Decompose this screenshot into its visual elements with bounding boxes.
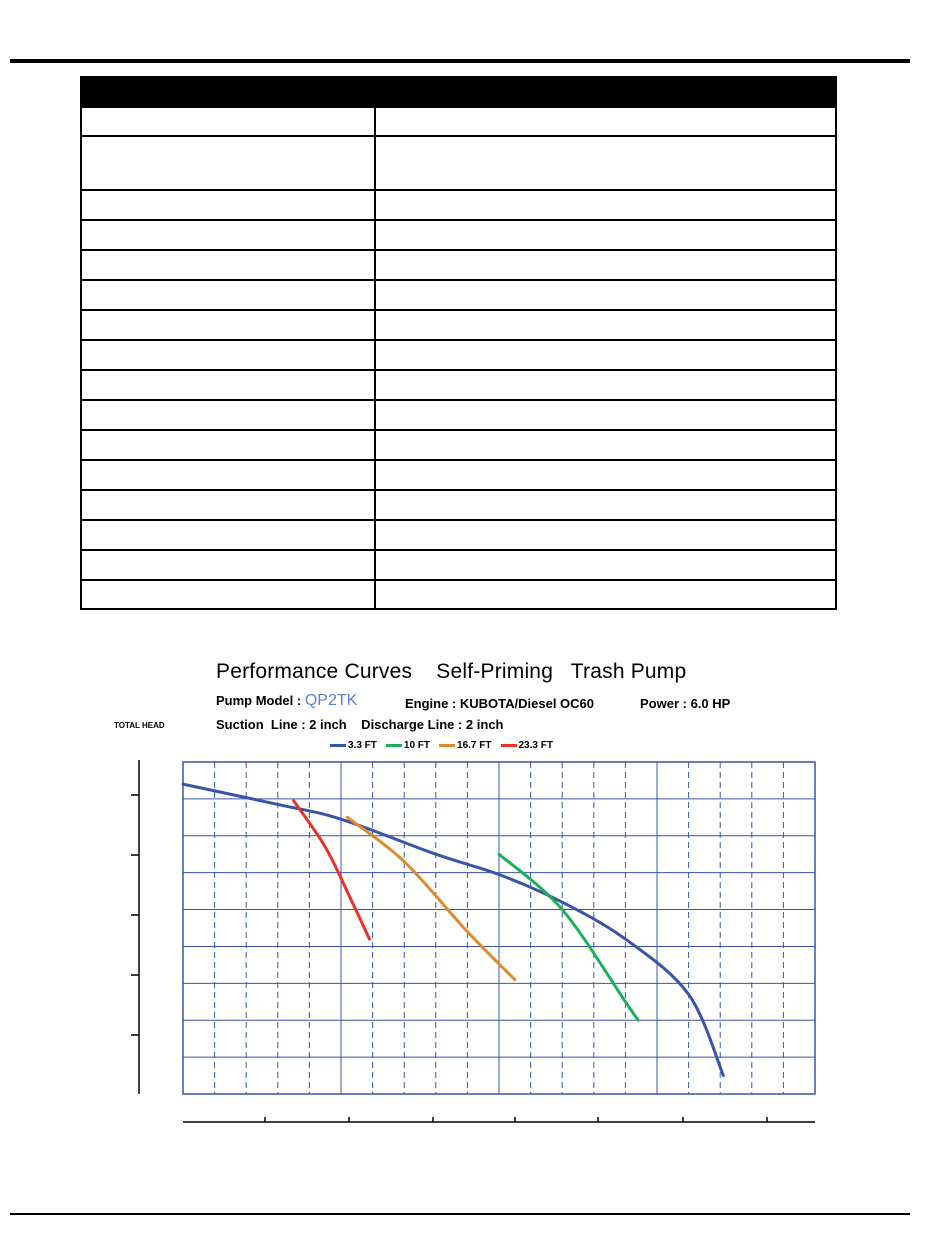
legend-label: 16.7 FT	[457, 740, 492, 751]
power-label: Power : 6.0 HP	[640, 696, 731, 711]
series-line	[183, 784, 723, 1075]
pump-model-label: Pump Model :	[216, 693, 305, 708]
bottom-rule	[10, 1213, 910, 1215]
legend-label: 3.3 FT	[348, 740, 377, 751]
series-line	[499, 854, 638, 1020]
chart-title: Performance Curves Self-Priming Trash Pump	[216, 660, 687, 683]
engine-label: Engine : KUBOTA/Diesel OC60	[405, 696, 595, 711]
pump-model-value: QP2TK	[304, 692, 358, 709]
legend-label: 23.3 FT	[518, 740, 553, 751]
suction-discharge-label: Suction Line : 2 inch Discharge Line : 2 inch	[216, 717, 504, 732]
y-axis-label: TOTAL HEAD	[114, 721, 165, 730]
series-line	[294, 801, 370, 939]
legend-label: 10 FT	[403, 740, 431, 751]
